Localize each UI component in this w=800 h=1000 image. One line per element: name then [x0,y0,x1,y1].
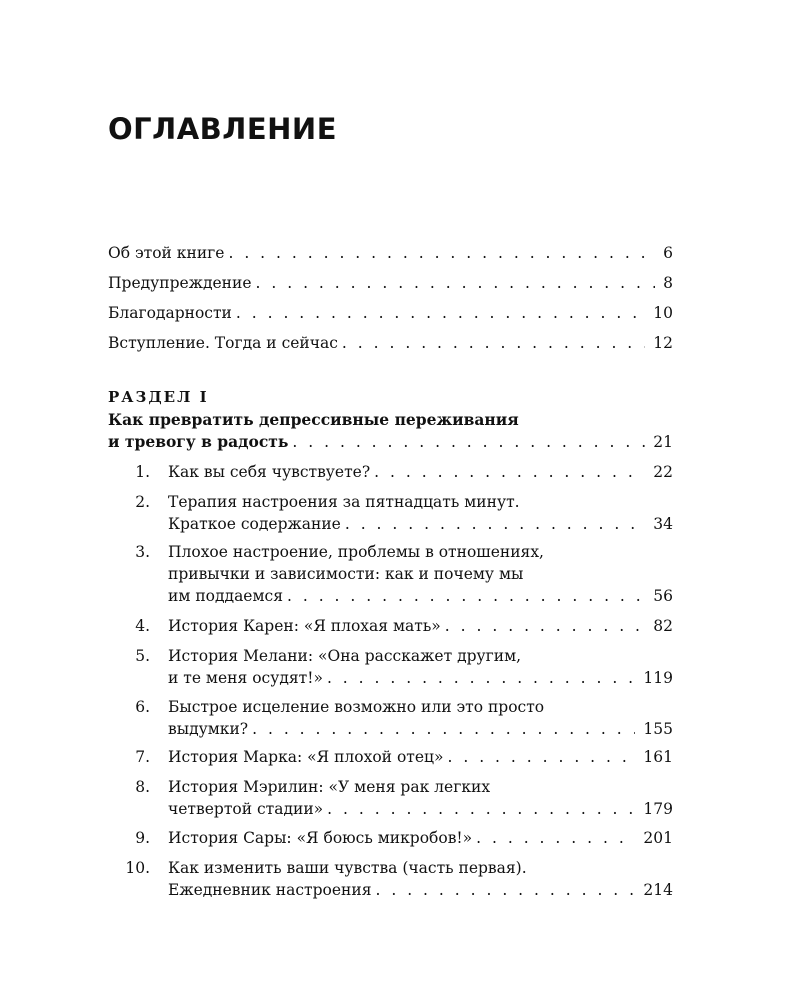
chapter-number: 3. [135,543,150,561]
toc-page-number: 179 [643,800,673,818]
chapter-number: 8. [135,778,150,796]
toc-entry-chapter-4[interactable] [168,615,673,637]
toc-entry-line: и тревогу в радость [108,432,289,451]
toc-entry-line: История Карен: «Я плохая мать» [168,617,441,635]
leader-dots [376,879,636,901]
chapter-number: 4. [135,617,150,635]
toc-entry-line: Как вы себя чувствуете? [168,463,371,481]
toc-entry-acknowledgements[interactable] [108,302,673,324]
toc-page-number: 119 [643,669,673,687]
toc-page-number: 22 [653,463,673,481]
toc-entry-section-1[interactable] [108,409,673,453]
chapter-number: 1. [135,463,150,481]
toc-entry-line: Терапия настроения за пятнадцать минут. [168,493,520,511]
toc-entry-title: Благодарности [108,304,232,322]
toc-entry-title: Об этой книге [108,244,225,262]
leader-dots [476,827,635,849]
toc-entry-title: Предупреждение [108,274,252,292]
toc-entry-title: Вступление. Тогда и сейчас [108,334,338,352]
toc-entry-chapter-6[interactable] [168,696,673,740]
toc-entry-chapter-9[interactable] [168,827,673,849]
toc-entry-introduction[interactable] [108,332,673,354]
toc-entry-chapter-5[interactable] [168,645,673,689]
toc-page-number: 8 [663,274,673,292]
toc-entry-warning[interactable] [108,272,673,294]
chapter-number: 5. [135,647,150,665]
toc-entry-line: История Мэрилин: «У меня рак легких [168,778,491,796]
chapter-number: 7. [135,748,150,766]
leader-dots [447,746,635,768]
chapter-number: 9. [135,829,150,847]
leader-dots [445,615,645,637]
toc-entry-line: выдумки? [168,720,249,738]
leader-dots [345,513,645,535]
leader-dots [292,431,645,453]
toc-entry-chapter-8[interactable] [168,776,673,820]
chapter-number: 2. [135,493,150,511]
toc-entry-line: четвертой стадии» [168,800,324,818]
toc-page-number: 161 [643,748,673,766]
toc-entry-about-book[interactable] [108,242,673,264]
toc-entry-chapter-1[interactable] [168,461,673,483]
leader-dots [287,585,645,607]
toc-entry-line: Ежедневник настроения [168,881,372,899]
chapter-number: 10. [125,859,150,877]
section-label: РАЗДЕЛ I [108,388,209,406]
toc-entry-chapter-7[interactable] [168,746,673,768]
toc-page-number: 82 [653,617,673,635]
chapter-number: 6. [135,698,150,716]
leader-dots [228,242,655,264]
toc-entry-line: и те меня осудят!» [168,669,323,687]
toc-page-number: 12 [653,334,673,352]
toc-entry-line: Как превратить депрессивные переживания [108,410,519,429]
toc-page-number: 155 [643,720,673,738]
toc-entry-chapter-3[interactable] [168,541,673,607]
toc-entry-line: История Марка: «Я плохой отец» [168,748,444,766]
toc-entry-line: Краткое содержание [168,515,341,533]
toc-page-number: 201 [643,829,673,847]
toc-entry-line: Плохое настроение, проблемы в отношениях, [168,543,544,561]
toc-entry-line: им поддаемся [168,587,283,605]
leader-dots [252,718,635,740]
toc-page-number: 21 [653,433,673,451]
toc-entry-line: Быстрое исцеление возможно или это просто [168,698,545,716]
toc-page-number: 34 [653,515,673,533]
toc-page-number: 214 [643,881,673,899]
page-title: ОГЛАВЛЕНИЕ [108,112,338,146]
toc-entry-line: История Мелани: «Она расскажет другим, [168,647,522,665]
leader-dots [374,461,645,483]
toc-page-number: 10 [653,304,673,322]
leader-dots [327,798,635,820]
toc-entry-chapter-2[interactable] [168,491,673,535]
toc-entry-chapter-10[interactable] [168,857,673,901]
leader-dots [236,302,645,324]
toc-entry-line: привычки и зависимости: как и почему мы [168,565,524,583]
toc-page-number: 6 [663,244,673,262]
leader-dots [342,332,645,354]
toc-page-number: 56 [653,587,673,605]
toc-entry-line: История Сары: «Я боюсь микробов!» [168,829,473,847]
toc-entry-line: Как изменить ваши чувства (часть первая). [168,859,527,877]
leader-dots [327,667,635,689]
leader-dots [256,272,656,294]
